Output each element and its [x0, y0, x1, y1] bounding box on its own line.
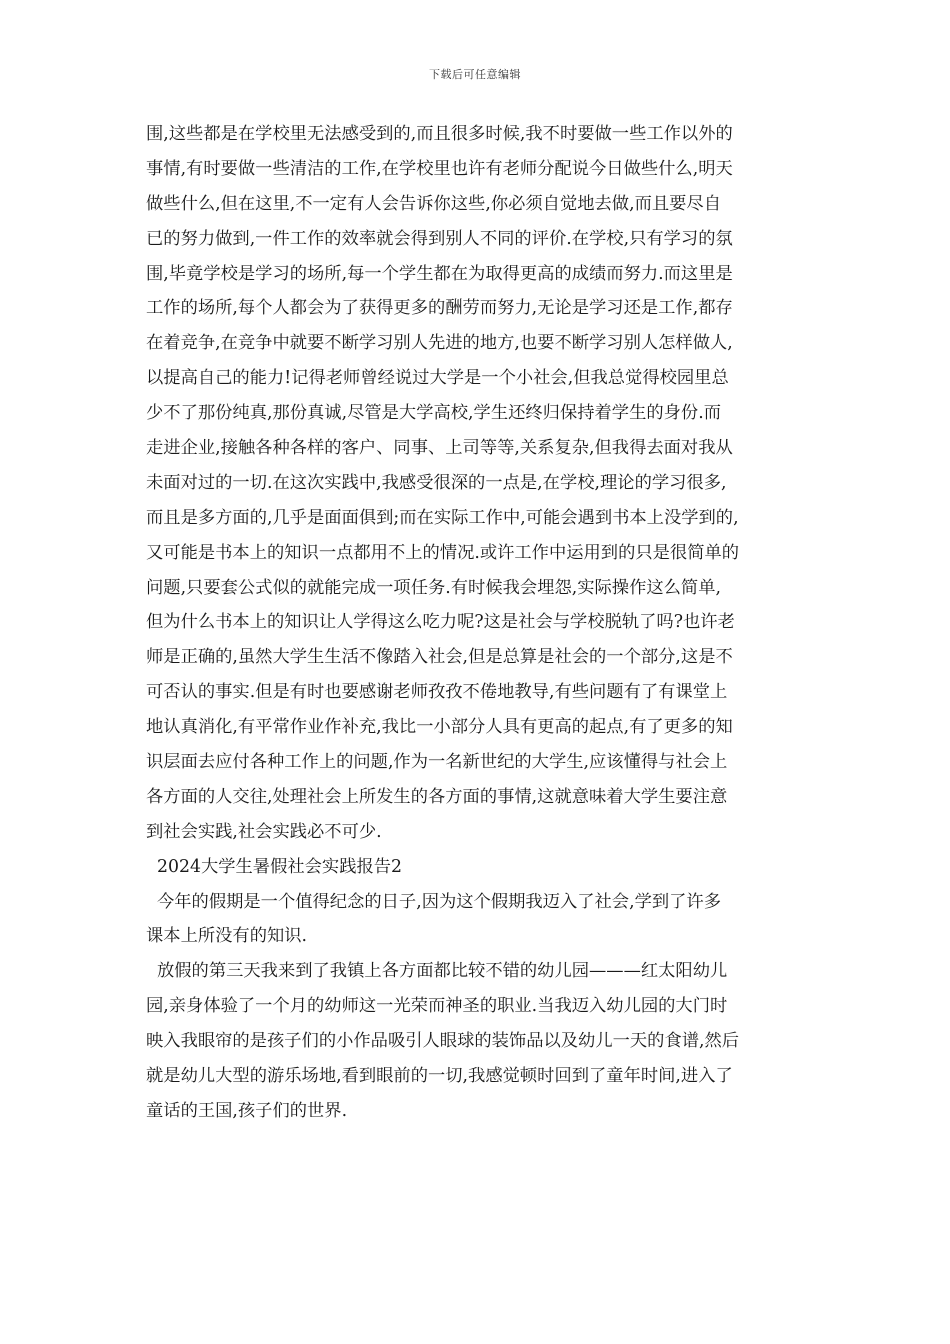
- body-line: 少不了那份纯真,那份真诚,尽管是大学高校,学生还终归保持着学生的身份.而: [146, 403, 721, 424]
- body-line: 识层面去应付各种工作上的问题,作为一名新世纪的大学生,应该懂得与社会上: [146, 752, 728, 773]
- body-line: 童话的王国,孩子们的世界.: [146, 1100, 348, 1121]
- body-line: 围,这些都是在学校里无法感受到的,而且很多时候,我不时要做一些工作以外的: [146, 124, 733, 144]
- body-line: 但为什么书本上的知识让人学得这么吃力呢?这是社会与学校脱轨了吗?也许老: [146, 612, 735, 633]
- body-line: 映入我眼帘的是孩子们的小作品吸引人眼球的装饰品以及幼儿一天的食谱,然后: [146, 1031, 740, 1052]
- body-line: 事情,有时要做一些清洁的工作,在学校里也许有老师分配说今日做些什么,明天: [146, 158, 733, 179]
- body-line: 放假的第三天我来到了我镇上各方面都比较不错的幼儿园———红太阳幼儿: [146, 961, 728, 982]
- body-line: 已的努力做到,一件工作的效率就会得到别人不同的评价.在学校,只有学习的氛: [146, 228, 733, 249]
- body-line: 问题,只要套公式似的就能完成一项任务.有时候我会埋怨,实际操作这么简单,: [146, 577, 721, 598]
- body-line: 就是幼儿大型的游乐场地,看到眼前的一切,我感觉顿时回到了童年时间,进入了: [146, 1066, 733, 1087]
- body-line: 在着竞争,在竞争中就要不断学习别人先进的地方,也要不断学习别人怎样做人,: [146, 333, 733, 354]
- body-line: 可否认的事实.但是有时也要感谢老师孜孜不倦地教导,有些问题有了有课堂上: [146, 682, 728, 703]
- body-line: 园,亲身体验了一个月的幼师这一光荣而神圣的职业.当我迈入幼儿园的大门时: [146, 996, 728, 1017]
- body-line: 又可能是书本上的知识一点都用不上的情况.或许工作中运用到的只是很简单的: [146, 542, 740, 563]
- body-line: 今年的假期是一个值得纪念的日子,因为这个假期我迈入了社会,学到了许多: [146, 891, 721, 912]
- body-line: 走进企业,接触各种各样的客户、同事、上司等等,关系复杂,但我得去面对我从: [146, 438, 733, 459]
- body-line: 到社会实践,社会实践必不可少.: [146, 821, 382, 842]
- document-body: [146, 117, 816, 1129]
- body-line: 未面对过的一切.在这次实践中,我感受很深的一点是,在学校,理论的学习很多,: [146, 472, 727, 493]
- body-line: 而且是多方面的,几乎是面面俱到;而在实际工作中,可能会遇到书本上没学到的,: [146, 507, 739, 528]
- body-line: 以提高自己的能力!记得老师曾经说过大学是一个小社会,但我总觉得校园里总: [146, 368, 729, 389]
- body-line: 做些什么,但在这里,不一定有人会告诉你这些,你必须自觉地去做,而且要尽自: [146, 193, 721, 214]
- body-line: 师是正确的,虽然大学生生活不像踏入社会,但是总算是社会的一个部分,这是不: [146, 647, 733, 668]
- section-heading: 2024大学生暑假社会实践报告2: [146, 856, 403, 877]
- body-line: 围,毕竟学校是学习的场所,每一个学生都在为取得更高的成绩而努力.而这里是: [146, 263, 733, 284]
- body-line: 工作的场所,每个人都会为了获得更多的酬劳而努力,无论是学习还是工作,都存: [146, 298, 733, 319]
- page-header: 下载后可任意编辑: [429, 68, 521, 81]
- body-line: 各方面的人交往,处理社会上所发生的各方面的事情,这就意味着大学生要注意: [146, 786, 728, 807]
- body-line: 课本上所没有的知识.: [146, 926, 308, 947]
- body-line: 地认真消化,有平常作业作补充,我比一小部分人具有更高的起点,有了更多的知: [146, 717, 733, 738]
